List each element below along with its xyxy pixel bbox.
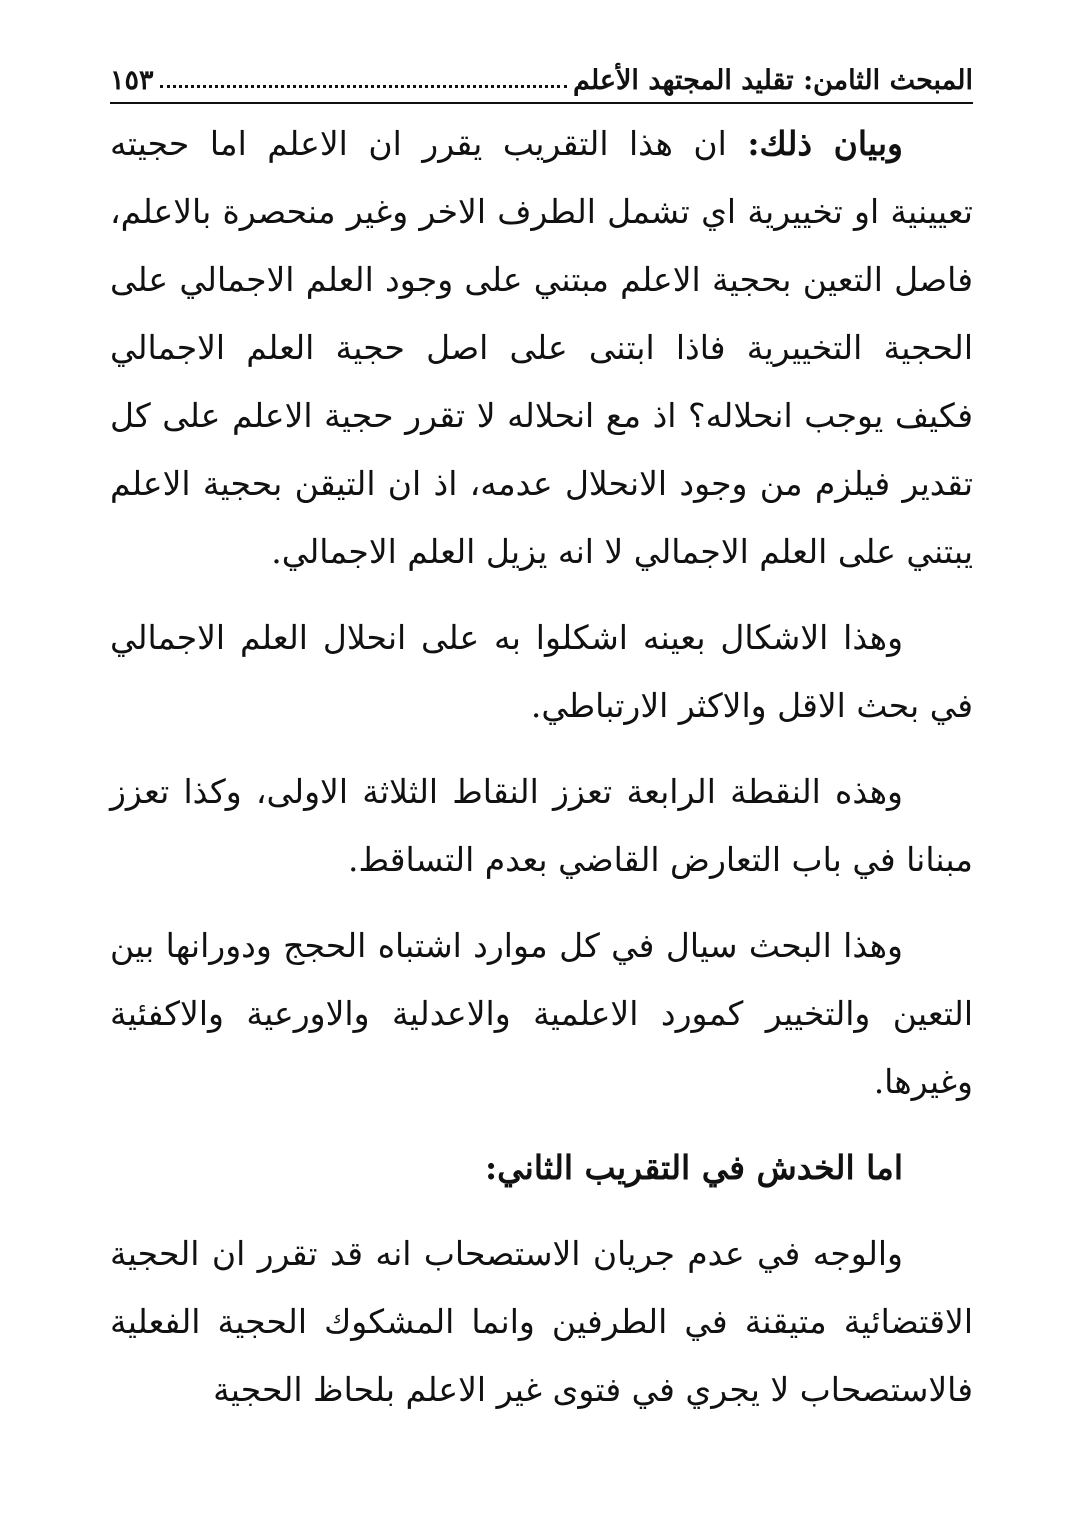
body-text — [110, 110, 973, 1424]
paragraph-objection: وهذا الاشكال بعينه اشكلوا به على انحلال العلم الاجمالي في بحث الاقل والاكثر الارتباطي. — [110, 618, 973, 725]
paragraph-text: ان هذا التقريب يقرر ان الاعلم اما حجيته تعيينية او تخييرية اي تشمل الطرف الاخر وغير منحصرة بالاعلم، فاصل التعين بحجية الاعلم مبتني على وجود العلم الاجمالي على الحجية التخييرية فاذا ابتنى على اصل حجية العلم الاجمالي فكيف يوجب انحلاله؟ اذ مع انحلاله لا تقرر حجية الاعلم على كل تقدير فيلزم من وجود الانحلال عدمه، اذ ان التيقن بحجية الاعلم يبتني على العلم الاجمالي لا انه يزيل العلم الاجمالي. — [110, 124, 973, 571]
paragraph-fourth-point: وهذه النقطة الرابعة تعزز النقاط الثلاثة الاولى، وكذا تعزز مبنانا في باب التعارض القاضي بعدم التساقط. — [110, 772, 973, 879]
running-header — [110, 52, 973, 96]
dotted-leader — [160, 85, 567, 88]
paragraph-scope: وهذا البحث سيال في كل موارد اشتباه الحجج ودورانها بين التعين والتخيير كمورد الاعلمية والاعدلية والاورعية والاكفئية وغيرها. — [110, 926, 973, 1101]
paragraph-explanation — [110, 110, 973, 586]
header-rule — [110, 102, 973, 104]
page-number: ١٥٣ — [110, 65, 154, 96]
paragraph-lead: وبيان ذلك: — [747, 124, 903, 163]
chapter-title: المبحث الثامن: تقليد المجتهد الأعلم — [573, 65, 973, 96]
paragraph-closing: والوجه في عدم جريان الاستصحاب انه قد تقرر ان الحجية الاقتضائية متيقنة في الطرفين وانما المشكوك الحجية الفعلية فالاستصحاب لا يجري في فتوى غير الاعلم بلحاظ الحجية — [110, 1234, 973, 1409]
section-heading: اما الخدش في التقريب الثاني: — [484, 1148, 903, 1187]
